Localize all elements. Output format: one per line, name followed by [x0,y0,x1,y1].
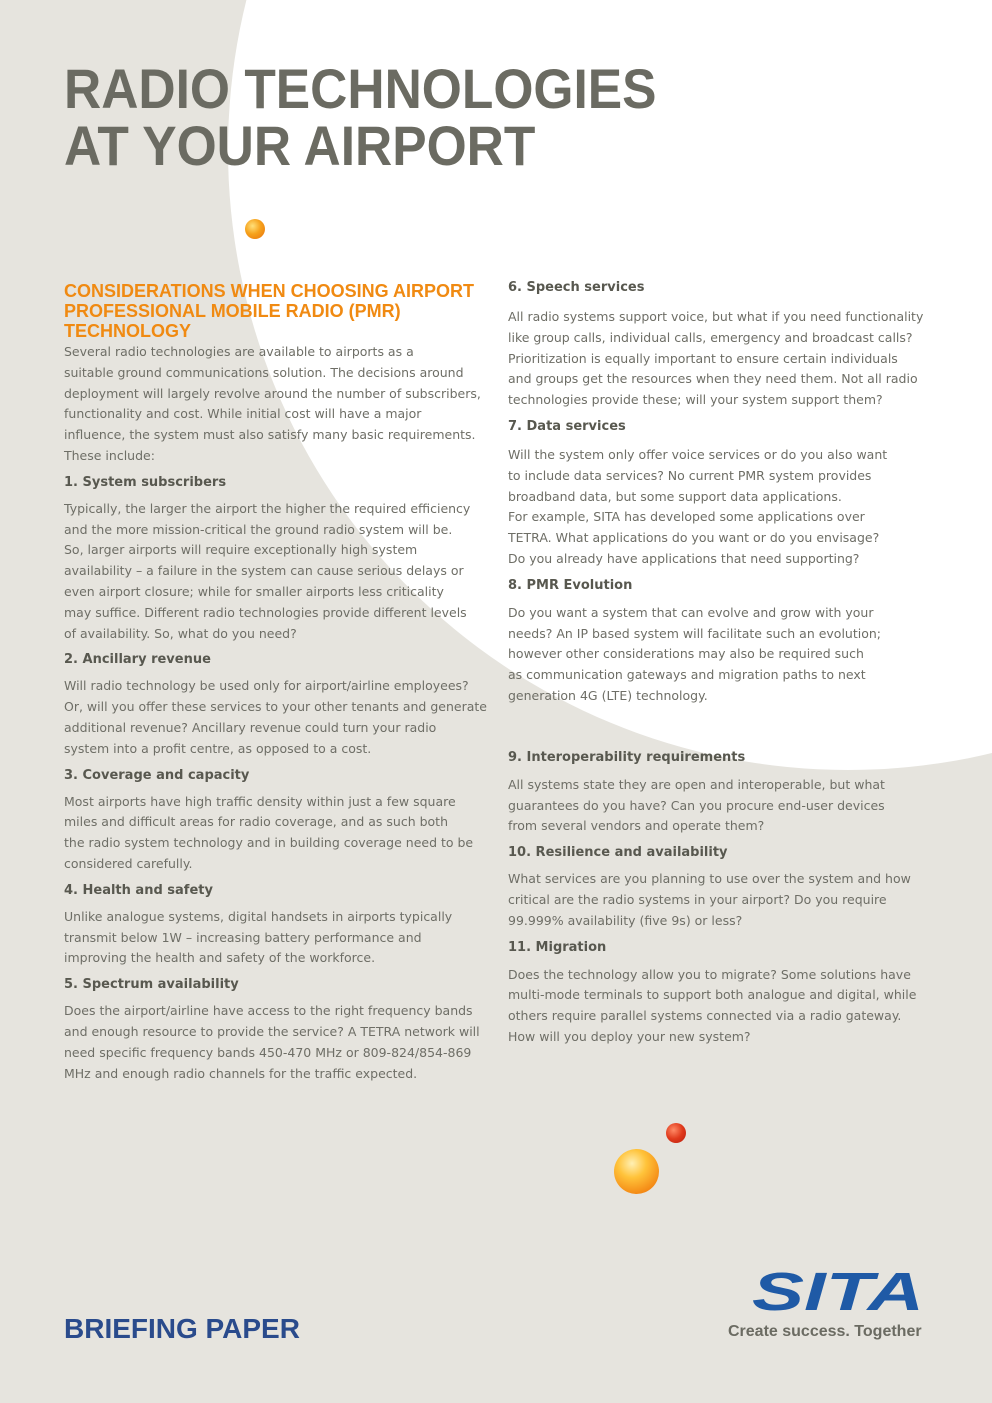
page-title-line-1: RADIO TECHNOLOGIES [64,57,657,120]
text-line: miles and difficult areas for radio coverage, and as such both [64,814,448,830]
text-line: needs? An IP based system will facilitate such an evolution; [508,625,882,641]
text-line: Will the system only offer voice services or do you also want [508,446,888,462]
sita-tagline: Create success. Together [728,1323,922,1340]
section-heading-line-3: TECHNOLOGY [64,321,192,341]
text-line: Will radio technology be used only for airport/airline employees? [64,678,469,694]
text-line: Do you already have applications that need supporting? [508,550,860,566]
text-line: Or, will you offer these services to your other tenants and generate [64,699,487,715]
sita-logo-text: SITA [752,1268,924,1316]
text-line: TETRA. What applications do you want or do you envisage? [508,530,880,546]
item-heading-system-subscribers: 1. System subscribers [64,474,227,490]
item-body-system-subscribers [64,499,486,645]
text-line: 99.999% availability (five 9s) or less? [508,912,743,928]
page-title-line-2: AT YOUR AIRPORT [64,114,536,177]
section-heading-line-2: PROFESSIONAL MOBILE RADIO (PMR) [64,301,401,321]
text-line: influence, the system must also satisfy many basic requirements. [64,427,476,443]
intro-paragraph [64,342,486,467]
text-line: additional revenue? Ancillary revenue could turn your radio [64,719,437,735]
text-line: Does the airport/airline have access to the right frequency bands [64,1003,473,1019]
text-line: like group calls, individual calls, emergency and broadcast calls? [508,329,913,345]
text-line: What services are you planning to use over the system and how [508,871,911,887]
text-line: and groups get the resources when they need them. Not all radio [508,371,918,387]
text-line: multi-mode terminals to support both analogue and digital, while [508,987,917,1003]
text-line: to include data services? No current PMR system provides [508,467,872,483]
text-line: as communication gateways and migration paths to next [508,667,866,683]
item-heading-migration: 11. Migration [508,939,607,955]
text-line: however other considerations may also be required such [508,646,864,662]
item-heading-health-safety: 4. Health and safety [64,882,213,898]
item-heading-data-services: 7. Data services [508,418,626,434]
item-body-interoperability [508,775,928,837]
item-heading-spectrum-availability: 5. Spectrum availability [64,977,239,993]
page-title [64,57,657,177]
section-heading-line-1: CONSIDERATIONS WHEN CHOOSING AIRPORT [64,281,475,301]
item-body-resilience-availability [508,869,928,931]
text-line: of availability. So, what do you need? [64,625,297,641]
red-dot-decoration [666,1123,686,1143]
text-line: the radio system technology and in building coverage need to be [64,835,474,851]
text-line: functionality and cost. While initial cost will have a major [64,406,422,422]
item-body-health-safety [64,907,486,969]
item-body-coverage-capacity [64,792,486,875]
text-line: may suffice. Different radio technologies provide different levels [64,604,467,620]
right-column [508,279,928,1048]
item-heading-speech-services: 6. Speech services [508,280,645,295]
section-heading [64,281,486,341]
text-line: suitable ground communications solution. The decisions around [64,364,464,380]
text-line: MHz and enough radio channels for the traffic expected. [64,1065,418,1081]
item-body-data-services [508,445,928,570]
text-line: generation 4G (LTE) technology. [508,687,708,703]
text-line: transmit below 1W – increasing battery performance and [64,929,422,945]
text-line: Several radio technologies are available to airports as a [64,344,414,359]
text-line: Unlike analogue systems, digital handsets in airports typically [64,908,453,924]
text-line: All radio systems support voice, but what if you need functionality [508,309,924,324]
text-line: system into a profit centre, as opposed to a cost. [64,740,372,756]
item-heading-coverage-capacity: 3. Coverage and capacity [64,767,250,783]
text-line: even airport closure; while for smaller airports less criticality [64,583,444,599]
text-line: others require parallel systems connected via a radio gateway. [508,1008,902,1024]
text-line: from several vendors and operate them? [508,818,765,834]
left-column [64,281,486,1084]
text-line: Prioritization is equally important to ensure certain individuals [508,350,898,366]
item-body-pmr-evolution [508,603,928,707]
text-line: These include: [64,447,155,463]
text-line: So, larger airports will require exceptionally high system [64,542,418,558]
text-line: considered carefully. [64,855,193,871]
text-line: All systems state they are open and interoperable, but what [508,776,885,792]
item-body-spectrum-availability [64,1001,486,1084]
item-body-speech-services [508,307,928,411]
text-line: Typically, the larger the airport the higher the required efficiency [64,500,471,516]
text-line: Does the technology allow you to migrate? Some solutions have [508,966,911,982]
text-line: availability – a failure in the system can cause serious delays or [64,563,464,579]
text-line: improving the health and safety of the workforce. [64,950,376,966]
item-heading-pmr-evolution: 8. PMR Evolution [508,577,633,593]
text-line: Do you want a system that can evolve and grow with your [508,604,874,620]
text-line: How will you deploy your new system? [508,1028,751,1044]
text-line: Most airports have high traffic density within just a few square [64,793,456,809]
text-line: need specific frequency bands 450-470 MHz or 809-824/854-869 [64,1044,472,1060]
sita-logo-mark [726,1268,930,1316]
text-line: critical are the radio systems in your airport? Do you require [508,891,887,907]
text-line: and the more mission-critical the ground radio system will be. [64,521,453,537]
text-line: technologies provide these; will your system support them? [508,392,883,408]
item-heading-resilience-availability: 10. Resilience and availability [508,845,728,861]
text-line: deployment will largely revolve around the number of subscribers, [64,385,481,401]
large-orange-dot-decoration [614,1149,659,1194]
text-line: guarantees do you have? Can you procure end-user devices [508,797,885,813]
briefing-paper-label: BRIEFING PAPER [64,1313,300,1344]
item-body-migration [508,965,928,1048]
orange-dot-decoration [245,219,265,239]
item-heading-interoperability: 9. Interoperability requirements [508,749,746,765]
item-body-ancillary-revenue [64,676,486,759]
text-line: and enough resource to provide the service? A TETRA network will [64,1023,480,1039]
item-heading-ancillary-revenue: 2. Ancillary revenue [64,652,211,668]
text-line: For example, SITA has developed some applications over [508,509,865,525]
text-line: broadband data, but some support data applications. [508,488,842,504]
